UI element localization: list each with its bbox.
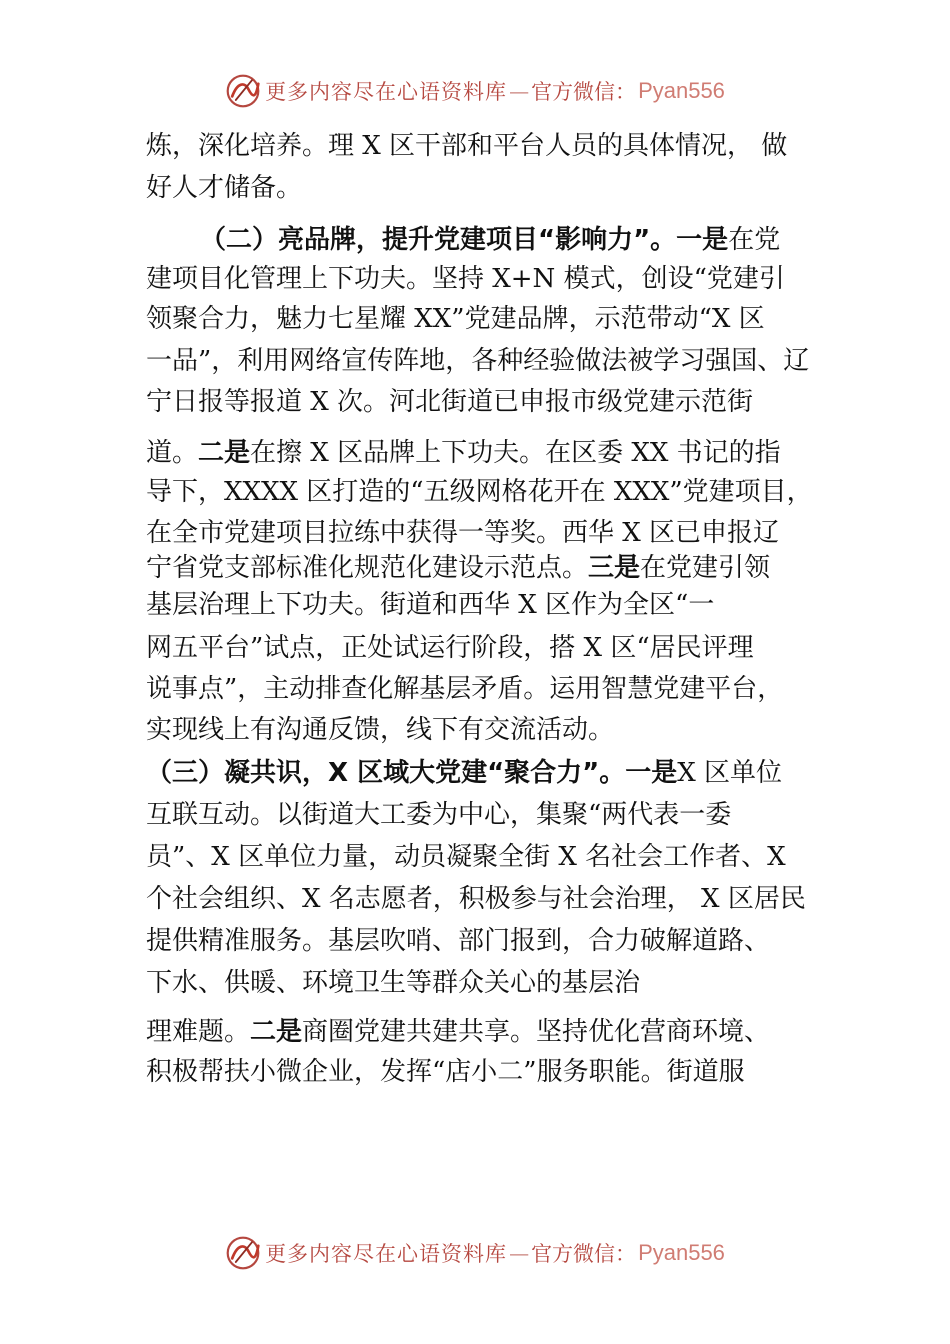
text-line: 基层治理上下功夫。街道和西华 X 区作为全区“一: [146, 590, 715, 620]
section-heading-line: [146, 757, 782, 789]
text-run: X 区单位: [677, 758, 783, 788]
text-line: 一品”，利用网络宣传阵地，各种经验做法被学习强国、辽: [146, 346, 810, 376]
signature-seal-icon: [225, 1235, 261, 1271]
watermark-text: 更多内容尽在心语资料库: [265, 80, 508, 104]
text-run: 在党建引领: [640, 553, 771, 583]
text-line: 建项目化管理上下功夫。坚持 X+N 模式，创设“党建引: [146, 264, 785, 294]
text-line: 宁日报等报道 X 次。河北街道已申报市级党建示范街: [146, 387, 754, 417]
watermark-account: Pyan556: [638, 1240, 725, 1265]
text-line: 领聚合力，魅力七星耀 XX”党建品牌，示范带动“X 区: [146, 304, 765, 334]
text-line: 提供精准服务。基层吹哨、部门报到，合力破解道路、: [146, 926, 771, 956]
text-line: 实现线上有沟通反馈，线下有交流活动。: [146, 715, 615, 745]
text-line: 个社会组织、X 名志愿者，积极参与社会治理， X 区居民: [146, 884, 806, 914]
watermark-label: 官方微信：: [531, 80, 637, 104]
text-line: 在全市党建项目拉练中获得一等奖。西华 X 区已申报辽: [146, 518, 780, 548]
bold-marker: 三是: [588, 553, 641, 583]
text-line: [146, 1016, 770, 1048]
text-run: 在擦 X 区品牌上下功夫。在区委 XX 书记的指: [250, 438, 781, 468]
text-line: [146, 437, 781, 469]
header-watermark: [0, 68, 950, 114]
section-heading-3: （三）凝共识，X 区域大党建“聚合力”。一是: [146, 758, 678, 788]
text-run: 在党: [728, 225, 781, 255]
text-run: 道。: [146, 438, 199, 468]
text-line: 网五平台”试点，正处试运行阶段，搭 X 区“居民评理: [146, 633, 754, 663]
text-line: 互联互动。以街道大工委为中心，集聚“两代表一委: [146, 800, 732, 830]
text-run: 理难题。: [146, 1017, 251, 1047]
text-line: 说事点”，主动排查化解基层矛盾。运用智慧党建平台，: [146, 674, 784, 704]
bold-marker: 二是: [198, 438, 251, 468]
footer-watermark: [0, 1230, 950, 1276]
text-run: 宁省党支部标准化规范化建设示范点。: [146, 553, 589, 583]
section-heading-line: [200, 224, 780, 256]
watermark-account: Pyan556: [638, 78, 725, 103]
text-line: 员”、X 区单位力量，动员凝聚全街 X 名社会工作者、X: [146, 842, 786, 872]
text-line: 好人才储备。: [146, 173, 303, 203]
signature-seal-icon: [225, 73, 261, 109]
text-run: 商圈党建共建共享。坚持优化营商环境、: [302, 1017, 771, 1047]
text-line: 导下，XXXX 区打造的“五级网格花开在 XXX”党建项目，: [146, 477, 813, 507]
watermark-label: 官方微信：: [531, 1242, 637, 1266]
watermark-separator: —: [509, 79, 530, 103]
text-line: [146, 552, 770, 584]
watermark-separator: —: [509, 1241, 530, 1265]
text-line: 积极帮扶小微企业，发挥“店小二”服务职能。街道服: [146, 1057, 745, 1087]
text-line: 炼，深化培养。理 X 区干部和平台人员的具体情况， 做: [146, 131, 788, 161]
section-heading-2: （二）亮品牌，提升党建项目“影响力”。一是: [200, 225, 729, 255]
text-line: 下水、供暖、环境卫生等群众关心的基层治: [146, 968, 641, 998]
bold-marker: 二是: [250, 1017, 303, 1047]
watermark-text: 更多内容尽在心语资料库: [265, 1242, 508, 1266]
